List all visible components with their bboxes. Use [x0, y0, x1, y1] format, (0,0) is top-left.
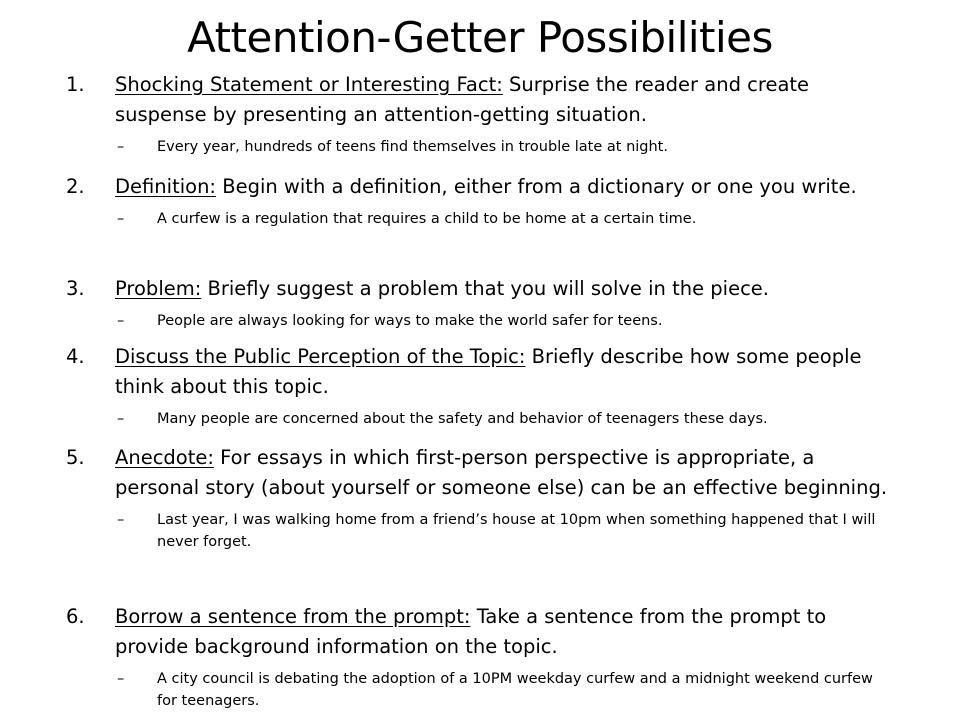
list-item-5 — [66, 443, 896, 553]
dash-bullet: – — [117, 411, 125, 427]
item-main-text — [66, 602, 896, 662]
item-example — [66, 509, 896, 553]
item-lead-phrase: Problem: — [115, 277, 202, 300]
item-example-text: A city council is debating the adoption of a 10PM weekday curfew and a midnight weekend curfew for teenagers. — [157, 671, 873, 709]
item-number: 3. — [66, 277, 85, 300]
item-lead-phrase: Borrow a sentence from the prompt: — [115, 605, 471, 628]
item-number: 2. — [66, 175, 85, 198]
item-main-text — [66, 172, 896, 202]
dash-bullet: – — [117, 313, 125, 329]
item-example-text: Many people are concerned about the safety and behavior of teenagers these days. — [157, 411, 768, 427]
item-main-text — [66, 274, 896, 304]
item-main-text — [66, 443, 896, 503]
item-lead-phrase: Anecdote: — [115, 446, 214, 469]
item-description: Begin with a definition, either from a dictionary or one you write. — [216, 175, 857, 198]
item-example — [66, 208, 896, 230]
item-example-text: A curfew is a regulation that requires a child to be home at a certain time. — [157, 211, 697, 227]
list-item-6 — [66, 602, 896, 712]
list-item-3 — [66, 274, 896, 332]
item-lead-phrase: Discuss the Public Perception of the Topic: — [115, 345, 526, 368]
item-number: 4. — [66, 345, 85, 368]
item-description: Take a sentence from the prompt to provide background information on the topic. — [115, 605, 827, 658]
item-description: Surprise the reader and create suspense by presenting an attention-getting situation. — [115, 73, 810, 126]
list-item-4 — [66, 342, 896, 430]
item-example — [66, 310, 896, 332]
item-number: 6. — [66, 605, 85, 628]
item-description: Briefly suggest a problem that you will solve in the piece. — [201, 277, 769, 300]
dash-bullet: – — [117, 139, 125, 155]
list-item-2 — [66, 172, 896, 230]
dash-bullet: – — [117, 512, 125, 528]
item-example-text: Every year, hundreds of teens find themselves in trouble late at night. — [157, 139, 668, 155]
item-lead-phrase: Definition: — [115, 175, 216, 198]
item-number: 5. — [66, 446, 85, 469]
item-example — [66, 668, 896, 712]
dash-bullet: – — [117, 671, 125, 687]
slide-title: Attention-Getter Possibilities — [187, 13, 773, 62]
item-main-text — [66, 70, 896, 130]
item-description: For essays in which first-person perspective is appropriate, a personal story (about yourself or someone else) can be an effective beginning. — [115, 446, 888, 499]
item-main-text — [66, 342, 896, 402]
item-lead-phrase: Shocking Statement or Interesting Fact: — [115, 73, 503, 96]
item-example — [66, 408, 896, 430]
list-item-1 — [66, 70, 896, 158]
item-description: Briefly describe how some people think about this topic. — [115, 345, 862, 398]
item-example — [66, 136, 896, 158]
item-number: 1. — [66, 73, 85, 96]
item-example-text: People are always looking for ways to make the world safer for teens. — [157, 313, 663, 329]
item-example-text: Last year, I was walking home from a friend’s house at 10pm when something happened that I will never forget. — [157, 512, 876, 550]
dash-bullet: – — [117, 211, 125, 227]
